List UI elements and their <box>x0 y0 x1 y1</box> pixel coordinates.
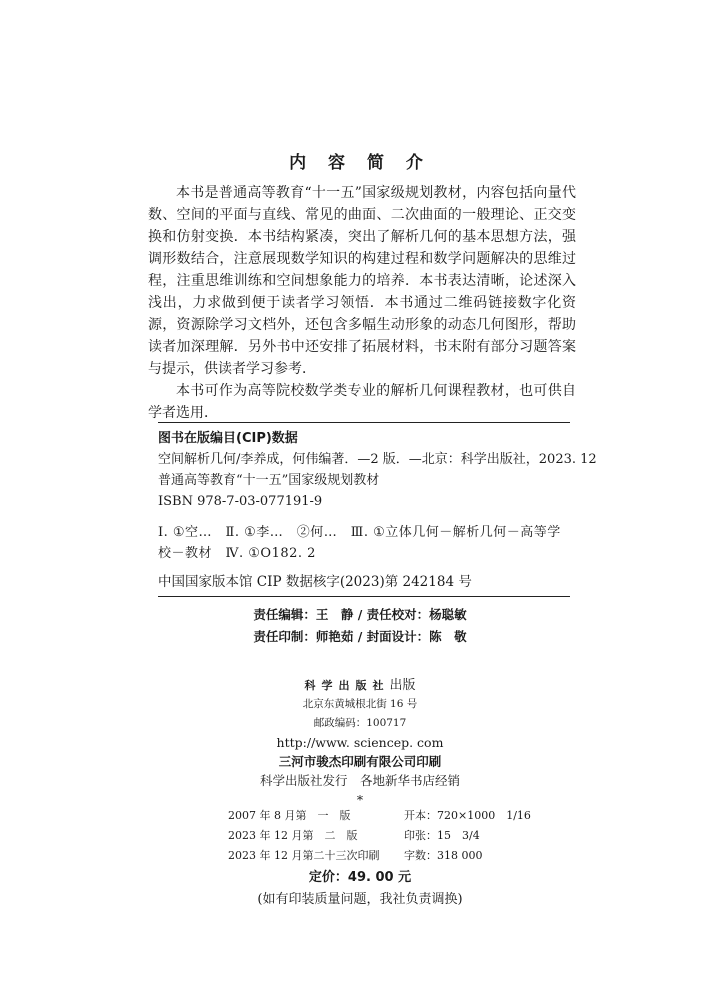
publisher-address: 北京东黄城根北街 16 号 <box>302 698 418 710</box>
distribution-line: 科学出版社发行 各地新华书店经销 <box>259 773 460 788</box>
page-title: 内 容 简 介 <box>289 153 431 173</box>
editors-line-1: 责任编辑：王 静 / 责任校对：杨聪敏 <box>253 607 467 622</box>
edition-row <box>228 826 528 846</box>
editors-line-2: 责任印制：师艳茹 / 封面设计：陈 敬 <box>253 629 467 644</box>
cip-block <box>158 428 597 593</box>
edition-row-right: 开本：720×1000 1/16 <box>404 809 531 822</box>
publisher-line <box>0 676 720 695</box>
publisher-name: 科学出版社 <box>304 679 390 692</box>
cip-classification: Ⅰ. ①空… Ⅱ. ①李… ②何… Ⅲ. ①立体几何－解析几何－高等学校－教材 Ⅳ. ①O182. 2 <box>158 525 561 561</box>
price-line: 定价：49. 00 元 <box>308 870 412 885</box>
edition-row-left: 2023 年 12 月第二十三次印刷 <box>228 849 380 862</box>
edition-table <box>228 806 531 866</box>
publisher-postcode: 邮政编码：100717 <box>313 717 407 729</box>
cip-bottom-rule <box>158 596 570 597</box>
cip-title-line: 空间解析几何/李养成，何伟编著．—2 版．—北京：科学出版社，2023. 12 <box>158 452 597 467</box>
summary-paragraph-1: 本书是普通高等教育“十一五”国家级规划教材，内容包括向量代数、空间的平面与直线、常见的曲面、二次曲面的一般理论、正交变换和仿射变换．本书结构紧凑，突出了解析几何的基本思想方法，强调形数结合，注意展现数学知识的构建过程和数学问题解决的思维过程，注重思维训练和空间想象能力的培养．本书表达清晰，论述深入浅出，力求做到便于读者学习领悟．本书通过二维码链接数字化资源，资源除学习文档外，还包含多幅生动形象的动态几何图形，帮助读者加深理解．另外书中还安排了拓展材料，书末附有部分习题答案与提示，供读者学习参考． <box>148 185 576 377</box>
cip-record-number: 中国国家版本馆 CIP 数据核字(2023)第 242184 号 <box>158 574 472 590</box>
edition-row-left: 2007 年 8 月第 一 版 <box>228 809 351 822</box>
edition-row <box>228 806 531 826</box>
cip-series-line: 普通高等教育“十一五”国家级规划教材 <box>158 473 380 488</box>
cip-isbn: ISBN 978-7-03-077191-9 <box>158 494 323 509</box>
cip-top-rule <box>158 422 570 423</box>
edition-row-left: 2023 年 12 月第 二 版 <box>228 829 358 842</box>
quality-notice: (如有印装质量问题，我社负责调换) <box>257 892 463 907</box>
separator-star: * <box>356 792 364 807</box>
edition-row-right: 字数：318 000 <box>404 849 483 862</box>
publisher-suffix: 出版 <box>389 678 416 693</box>
publication-block <box>0 676 720 809</box>
edition-row <box>228 846 528 866</box>
edition-row-right: 印张：15 3/4 <box>404 829 480 842</box>
publisher-url: http://www. sciencep. com <box>276 735 444 750</box>
content-summary <box>148 182 576 424</box>
cip-heading: 图书在版编目(CIP)数据 <box>158 431 298 446</box>
summary-paragraph-2: 本书可作为高等院校数学类专业的解析几何课程教材，也可供自学者选用． <box>148 383 576 421</box>
editors-block <box>0 604 720 648</box>
printer-line: 三河市骏杰印刷有限公司印刷 <box>278 754 442 769</box>
